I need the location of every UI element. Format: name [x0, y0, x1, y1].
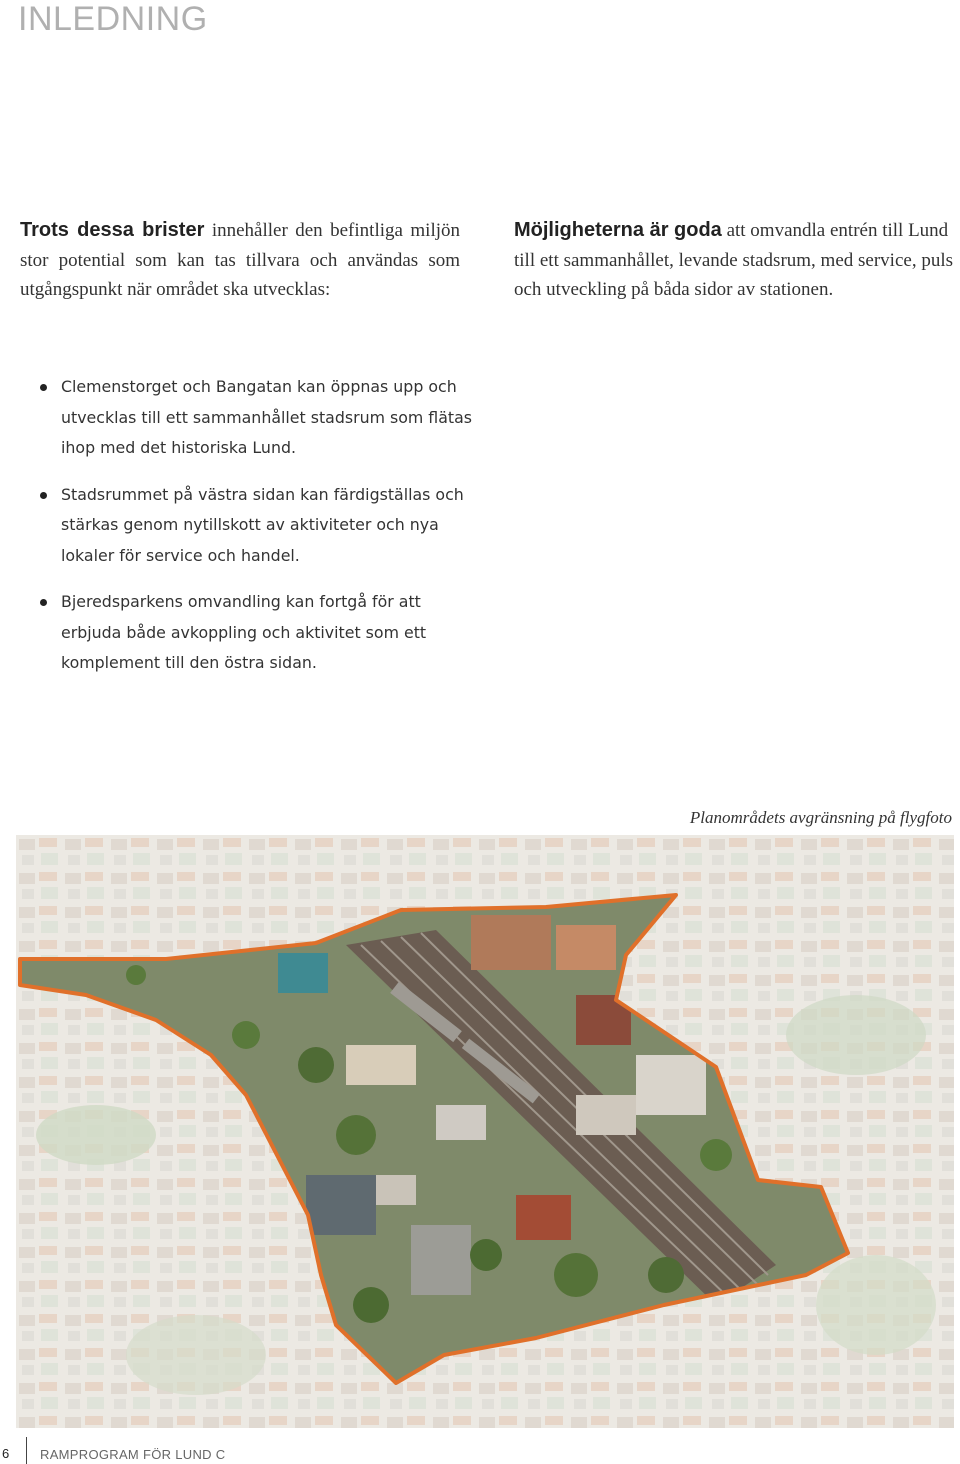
bullet-dot-icon: [40, 492, 47, 499]
bullet-dot-icon: [40, 384, 47, 391]
bullet-list: [40, 372, 500, 695]
intro-left-paragraph: [20, 216, 460, 305]
intro-left-lead: Trots dessa brister: [20, 219, 205, 241]
document-title: RAMPROGRAM FÖR LUND C: [40, 1447, 226, 1462]
page-title: INLEDNING: [18, 0, 208, 38]
bullet-text: Stadsrummet på västra sidan kan färdigställas och stärkas genom nytillskott av aktiviteter och nya lokaler för service och handel.: [61, 484, 464, 565]
bullet-item: [40, 480, 500, 572]
intro-left-text: innehåller den befintliga miljön stor potential som kan tas tillvara och användas som utgångspunkt när området ska utvecklas:: [20, 220, 460, 300]
bullet-item: [40, 372, 500, 464]
footer-divider: [26, 1437, 27, 1464]
aerial-photo: [16, 835, 954, 1428]
bullet-text: Clemenstorget och Bangatan kan öppnas upp och utvecklas till ett sammanhållet stadsrum som flätas ihop med det historiska Lund.: [61, 377, 473, 457]
intro-right-lead: Möjligheterna är goda: [514, 219, 722, 241]
bullet-item: [40, 587, 500, 679]
page-number: 6: [2, 1446, 10, 1461]
intro-right-paragraph: [514, 216, 956, 305]
intro-right-text: att omvandla entrén till Lund till ett sammanhållet, levande stadsrum, med service, puls och utveckling på båda sidor av stationen.: [514, 220, 953, 300]
bullet-text: Bjeredsparkens omvandling kan fortgå för att erbjuda både avkoppling och aktivitet som ett komplement till den östra sidan.: [61, 592, 427, 672]
bullet-dot-icon: [40, 599, 47, 606]
figure-caption: Planområdets avgränsning på flygfoto: [689, 808, 952, 827]
